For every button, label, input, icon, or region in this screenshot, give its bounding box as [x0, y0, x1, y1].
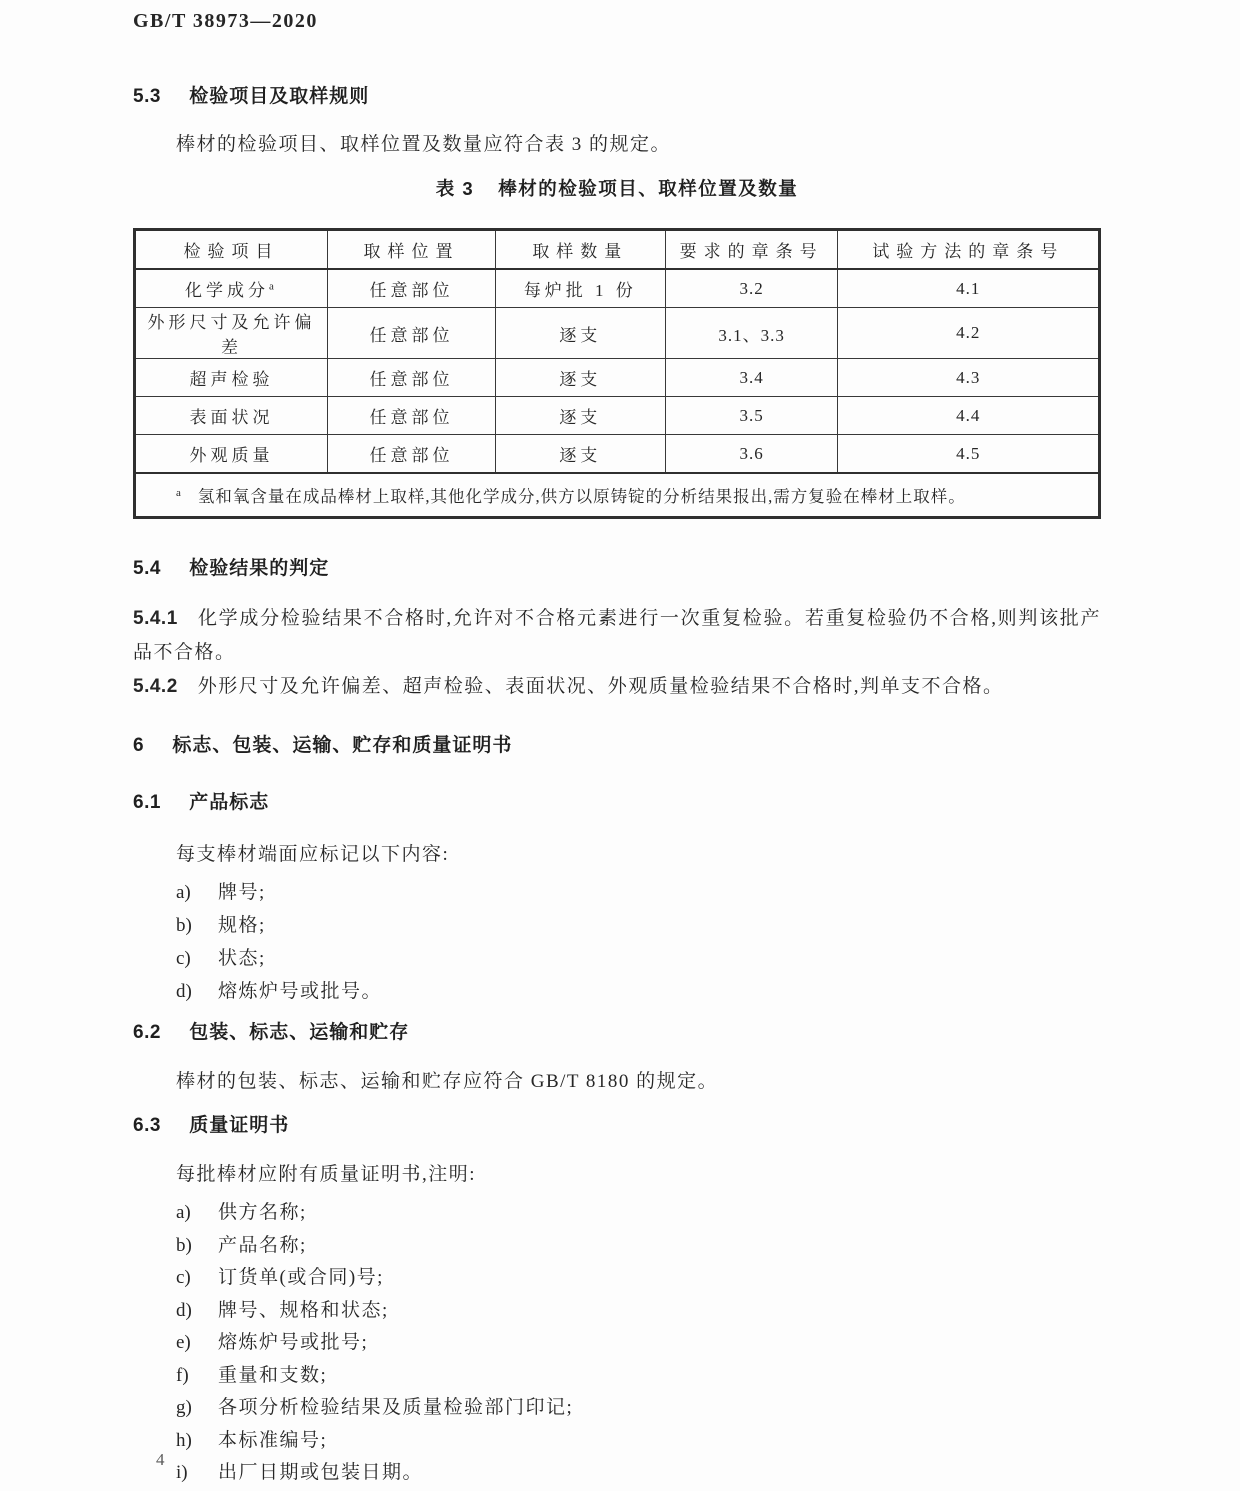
- table-footnote-cell: [135, 473, 1100, 518]
- section-5-4-heading: [133, 557, 1101, 581]
- table-cell: 逐支: [495, 308, 665, 359]
- table-cell: 任意部位: [328, 397, 496, 435]
- section-6-3-heading: [133, 1114, 1101, 1138]
- list-item: a) 供方名称;: [176, 1202, 307, 1223]
- table-footnote-row: [135, 473, 1100, 518]
- table-cell: 逐支: [495, 397, 665, 435]
- section-6-2-paragraph: 棒材的包装、标志、运输和贮存应符合 GB/T 8180 的规定。: [176, 1071, 719, 1092]
- table-cell: 4.2: [838, 308, 1100, 359]
- col-header-requirement-clause: 要求的章条号: [665, 230, 838, 270]
- list-item: e) 熔炼炉号或批号;: [176, 1332, 369, 1353]
- section-5-4-title: 检验结果的判定: [189, 558, 330, 579]
- standard-number-header: GB/T 38973—2020: [133, 10, 318, 32]
- list-item: g) 各项分析检验结果及质量检验部门印记;: [176, 1397, 574, 1418]
- section-6-2-title: 包装、标志、运输和贮存: [189, 1022, 410, 1043]
- footnote-marker: a: [176, 486, 182, 499]
- table-row: [135, 359, 1100, 397]
- table-cell: 4.4: [838, 397, 1100, 435]
- list-item: b) 产品名称;: [176, 1234, 307, 1256]
- section-6-1-intro: 每支棒材端面应标记以下内容:: [176, 844, 450, 865]
- section-6-number: 6: [133, 735, 145, 756]
- table-cell: 任意部位: [328, 269, 496, 308]
- table-cell: 逐支: [495, 435, 665, 474]
- certificate-items-list: [133, 1197, 1101, 1490]
- table-cell: 逐支: [495, 359, 665, 397]
- col-header-sampling-position: 取样位置: [328, 230, 496, 270]
- section-5-3-number: 5.3: [133, 86, 161, 107]
- table-cell: 3.1、3.3: [665, 308, 838, 359]
- table-cell: 3.4: [665, 359, 838, 397]
- table-header-row: [135, 230, 1100, 270]
- section-6-3-title: 质量证明书: [189, 1115, 290, 1136]
- table-cell: 3.5: [665, 397, 838, 435]
- col-header-sampling-quantity: 取样数量: [495, 230, 665, 270]
- table-row: [135, 397, 1100, 435]
- table-cell: 任意部位: [328, 435, 496, 474]
- table-cell: 外形尺寸及允许偏差: [135, 308, 328, 359]
- table-3-caption-title: 棒材的检验项目、取样位置及数量: [498, 178, 799, 199]
- table-3-caption: [133, 178, 1101, 200]
- list-item: b) 规格;: [176, 915, 266, 936]
- table-row: [135, 308, 1100, 359]
- table-cell: 超声检验: [135, 359, 328, 397]
- section-6-title: 标志、包装、运输、贮存和质量证明书: [172, 735, 513, 756]
- table-cell: 4.1: [838, 269, 1100, 308]
- clause-5-4-2: [133, 670, 1101, 704]
- section-6-1-heading: [133, 791, 1101, 815]
- table-cell: 3.6: [665, 435, 838, 474]
- table-cell: 表面状况: [135, 397, 328, 435]
- section-5-3-paragraph: 棒材的检验项目、取样位置及数量应符合表 3 的规定。: [176, 134, 672, 155]
- table-cell: 任意部位: [328, 359, 496, 397]
- table-row: [135, 435, 1100, 474]
- list-item: c) 订货单(或合同)号;: [176, 1267, 384, 1288]
- clause-5-4-1-number: 5.4.1: [133, 608, 178, 629]
- clause-5-4-1-text: 化学成分检验结果不合格时,允许对不合格元素进行一次重复检验。若重复检验仍不合格,则判该批产品不合格。: [133, 608, 1101, 663]
- table-cell: 3.2: [665, 269, 838, 308]
- section-5-4-number: 5.4: [133, 558, 161, 579]
- section-5-3-title: 检验项目及取样规则: [189, 86, 370, 107]
- table-row: [135, 269, 1100, 308]
- list-item: d) 牌号、规格和状态;: [176, 1299, 389, 1321]
- list-item: f) 重量和支数;: [176, 1364, 328, 1386]
- clause-5-4-2-number: 5.4.2: [133, 676, 178, 697]
- list-item: h) 本标准编号;: [176, 1429, 328, 1451]
- list-item: d) 熔炼炉号或批号。: [176, 981, 383, 1002]
- table-cell: 化学成分$^a$: [135, 269, 328, 308]
- section-6-1-number: 6.1: [133, 792, 161, 813]
- page-number: 4: [156, 1450, 165, 1469]
- table-cell: 任意部位: [328, 308, 496, 359]
- section-6-3-number: 6.3: [133, 1115, 161, 1136]
- table-cell: 每炉批 1 份: [495, 269, 665, 308]
- col-header-inspection-item: 检验项目: [135, 230, 328, 270]
- clause-5-4-2-text: 外形尺寸及允许偏差、超声检验、表面状况、外观质量检验结果不合格时,判单支不合格。: [197, 676, 1004, 697]
- clause-5-4-1: [133, 602, 1101, 670]
- col-header-test-method-clause: 试验方法的章条号: [838, 230, 1100, 270]
- list-item: i) 出厂日期或包装日期。: [176, 1462, 424, 1483]
- table-cell: 4.3: [838, 359, 1100, 397]
- list-item: c) 状态;: [176, 948, 266, 969]
- section-5-3-heading: [133, 85, 1101, 109]
- section-6-2-number: 6.2: [133, 1022, 161, 1043]
- footnote-marker-superscript: a: [269, 280, 278, 293]
- section-6-2-heading: [133, 1021, 1101, 1045]
- section-6-heading: [133, 734, 1101, 758]
- section-6-3-intro: 每批棒材应附有质量证明书,注明:: [176, 1164, 477, 1185]
- section-6-1-title: 产品标志: [189, 792, 270, 813]
- table-footnote-text: 氢和氧含量在成品棒材上取样,其他化学成分,供方以原铸锭的分析结果报出,需方复验在棒材上取样。: [197, 487, 966, 506]
- table-cell: 外观质量: [135, 435, 328, 474]
- marking-items-list: [133, 876, 1101, 1008]
- table-cell: 4.5: [838, 435, 1100, 474]
- table-3-caption-label: 表 3: [435, 178, 475, 199]
- table-3: [133, 228, 1101, 519]
- list-item: a) 牌号;: [176, 882, 266, 903]
